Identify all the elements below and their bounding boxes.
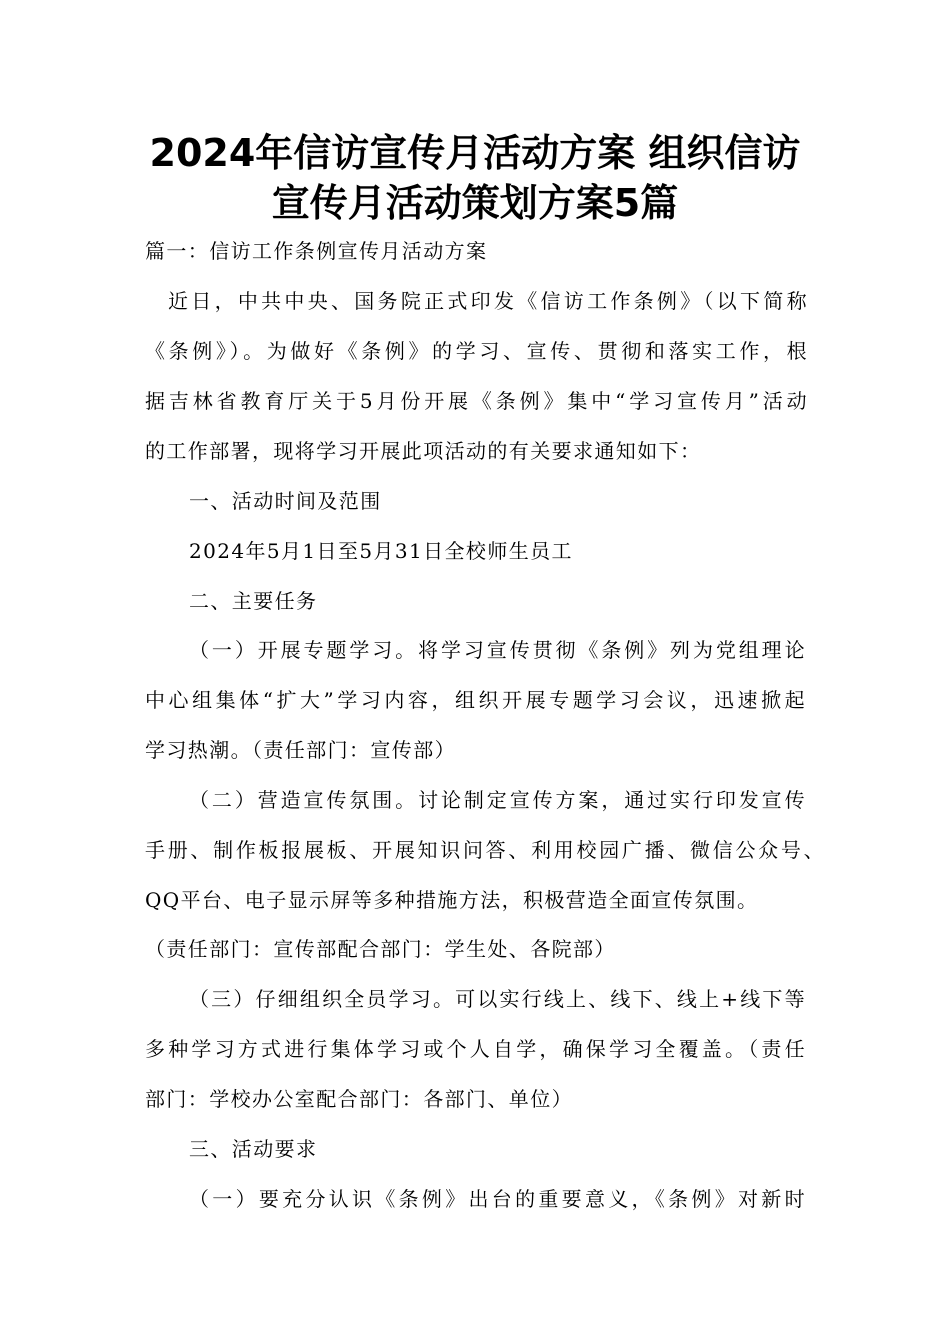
paragraph-line: 中心组集体“扩大”学习内容，组织开展专题学习会议，迅速掀起 (145, 688, 806, 712)
paragraph-line: （三）仔细组织全员学习。可以实行线上、线下、线上+线下等 (189, 987, 806, 1011)
paragraph-line: 的工作部署，现将学习开展此项活动的有关要求通知如下： (145, 439, 702, 463)
paragraph-line: 2024年5月1日至5月31日全校师生员工 (189, 539, 573, 563)
document-title-line-2: 宣传月活动策划方案5篇 (271, 181, 679, 225)
section-heading-part-1: 篇一：信访工作条例宣传月活动方案 (145, 239, 488, 263)
paragraph-line: （二）营造宣传氛围。讨论制定宣传方案，通过实行印发宣传 (189, 788, 806, 812)
paragraph-line: 学习热潮。（责任部门：宣传部） (145, 738, 456, 762)
paragraph-line: 近日，中共中央、国务院正式印发《信访工作条例》（以下简称 (168, 289, 808, 313)
paragraph-line: 手册、制作板报展板、开展知识问答、利用校园广播、微信公众号、 (145, 838, 825, 862)
paragraph-line: （责任部门：宣传部配合部门：学生处、各院部） (145, 937, 616, 961)
paragraph-line: （一）要充分认识《条例》出台的重要意义，《条例》对新时 (189, 1187, 806, 1211)
paragraph-line: 据吉林省教育厅关于5月份开展《条例》集中“学习宣传月”活动 (145, 389, 808, 413)
section-heading: 一、活动时间及范围 (189, 489, 382, 513)
paragraph-line: QQ平台、电子显示屏等多种措施方法，积极营造全面宣传氛围。 (145, 888, 759, 912)
paragraph-line: 多种学习方式进行集体学习或个人自学，确保学习全覆盖。（责任 (145, 1037, 806, 1061)
paragraph-line: 《条例》）。为做好《条例》的学习、宣传、贯彻和落实工作，根 (145, 339, 808, 363)
section-heading: 二、主要任务 (189, 589, 318, 613)
document-title-line-1: 2024年信访宣传月活动方案 组织信访 (149, 131, 801, 175)
paragraph-line: 部门：学校办公室配合部门：各部门、单位） (145, 1087, 573, 1111)
section-heading: 三、活动要求 (189, 1137, 318, 1161)
paragraph-line: （一）开展专题学习。将学习宣传贯彻《条例》列为党组理论 (189, 638, 806, 662)
